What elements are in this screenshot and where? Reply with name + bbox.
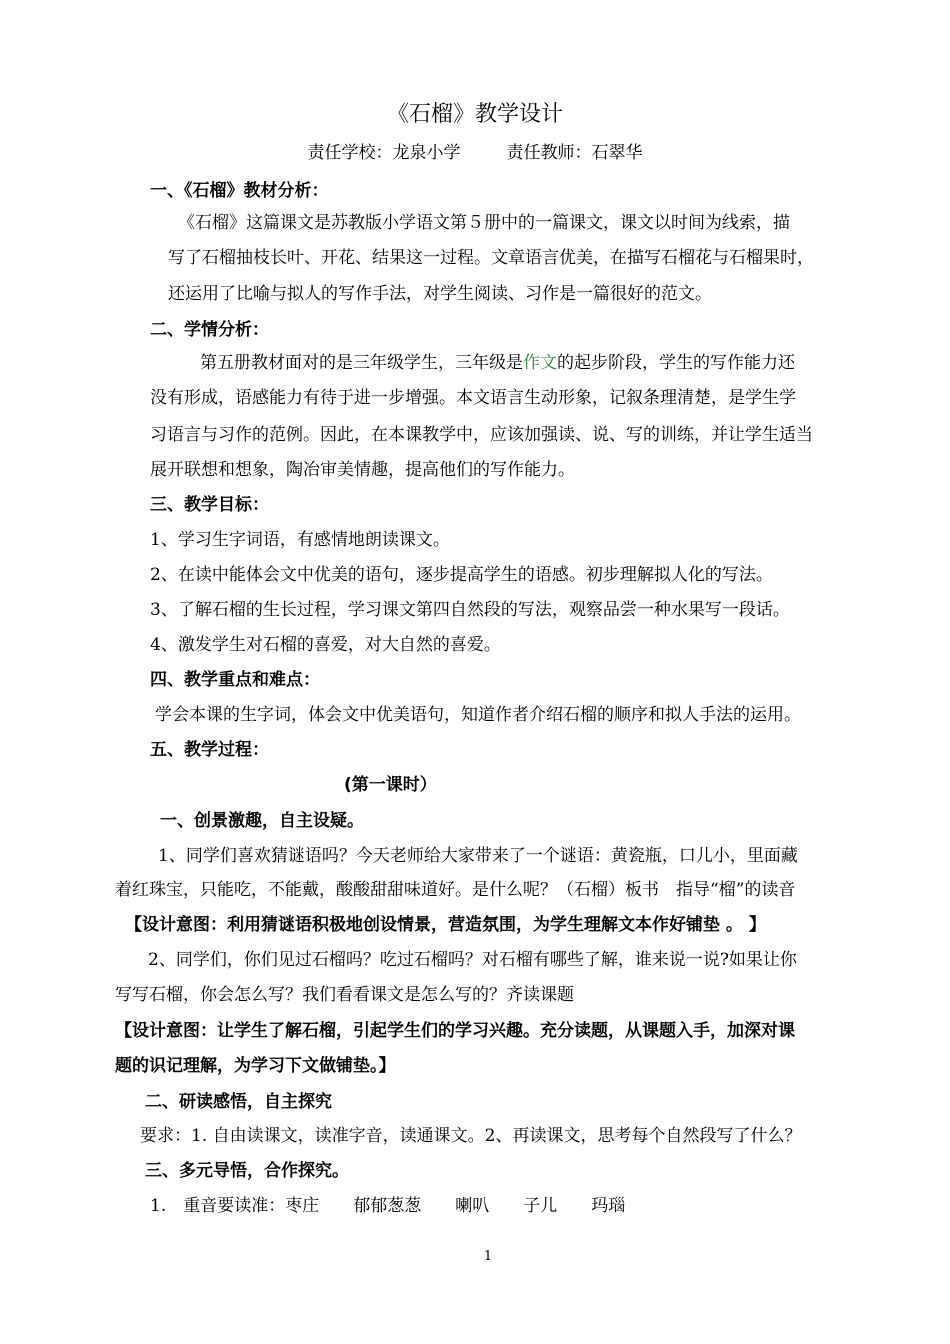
lesson-label: (第一课时） <box>344 775 437 795</box>
teacher-label: 责任教师：石翠华 <box>506 143 643 163</box>
school-label: 责任学校：龙泉小学 <box>307 143 461 163</box>
goal-item: 1、学习生字词语，有感情地朗读课文。 <box>150 530 450 550</box>
goal-item: 4、激发学生对石榴的喜爱，对大自然的喜爱。 <box>150 635 501 655</box>
section-1-line-1: 《石榴》这篇课文是苏教版小学语文第５册中的一篇课文，课文以时间为线索，描 <box>178 213 790 233</box>
vocab-word: 子儿 <box>523 1196 558 1216</box>
highlighted-word: 作文 <box>523 353 557 373</box>
section-3-heading: 三、教学目标： <box>150 495 269 515</box>
section-2-line-4: 展开联想和想象，陶冶审美情趣，提高他们的写作能力。 <box>150 460 575 480</box>
process-2-heading: 二、研读感悟，自主探究 <box>145 1092 332 1112</box>
design-intent-1: 【设计意图：利用猜谜语积极地创设情景，营造氛围，为学生理解文本作好铺垫 。 】 <box>125 915 766 935</box>
text-run: 的起步阶段，学生的写作能力还 <box>557 353 795 373</box>
section-1-line-2: 写了石榴抽枝长叶、开花、结果这一过程。文章语言优美，在描写石榴花与石榴果时， <box>168 248 814 268</box>
vocab-word: 郁郁葱葱 <box>353 1196 422 1216</box>
vocab-word: 玛瑙 <box>591 1196 626 1216</box>
section-2-line-1 <box>200 355 795 372</box>
text-run: 第五册教材面对的是三年级学生，三年级是 <box>200 353 523 373</box>
process-3-heading: 三、多元导悟，合作探究。 <box>145 1161 349 1181</box>
process-2-requirement: 要求：1. 自由读课文，读准字音，读通课文。2、再读课文，思考每个自然段写了什么？ <box>140 1126 802 1146</box>
process-1-line-4: 写写石榴，你会怎么写？我们看看课文是怎么写的？齐读课题 <box>115 985 574 1005</box>
process-1-line-1: 1、同学们喜欢猜谜语吗？今天老师给大家带来了一个谜语：黄瓷瓶，口儿小，里面藏 <box>158 846 798 866</box>
item-label: 1. 重音要读准：枣庄 <box>150 1196 320 1216</box>
vocab-word: 喇叭 <box>455 1196 490 1216</box>
section-2-line-2: 没有形成，语感能力有待于进一步增强。本文语言生动形象，记叙条理清楚，是学生学 <box>150 388 796 408</box>
section-1-heading: 一、《石榴》教材分析： <box>150 181 329 201</box>
goal-item: 2、在读中能体会文中优美的语句，逐步提高学生的语感。初步理解拟人化的写法。 <box>150 565 773 585</box>
section-4-text: 学会本课的生字词，体会文中优美语句，知道作者介绍石榴的顺序和拟人手法的运用。 <box>155 705 801 725</box>
goal-item: 3、了解石榴的生长过程，学习课文第四自然段的写法，观察品尝一种水果写一段话。 <box>150 600 790 620</box>
section-2-heading: 二、学情分析： <box>150 320 269 340</box>
section-5-heading: 五、教学过程： <box>150 740 269 760</box>
process-3-item-1 <box>150 1198 625 1215</box>
design-intent-2-line-2: 题的识记理解，为学习下文做铺垫。】 <box>115 1056 396 1076</box>
process-1-heading: 一、创景激趣，自主设疑。 <box>160 811 364 831</box>
section-4-heading: 四、教学重点和难点： <box>150 670 320 690</box>
section-2-line-3: 习语言与习作的范例。因此，在本课教学中，应该加强读、说、写的训练，并让学生适当 <box>150 425 813 445</box>
section-1-line-3: 还运用了比喻与拟人的写作手法，对学生阅读、习作是一篇很好的范文。 <box>168 284 712 304</box>
process-1-line-3: 2、同学们，你们见过石榴吗？吃过石榴吗？对石榴有哪些了解，谁来说一说?如果让你 <box>148 950 797 970</box>
process-1-line-2: 着红珠宝，只能吃，不能戴，酸酸甜甜味道好。是什么呢？（石榴）板书 指导“榴”的读音 <box>115 880 796 900</box>
design-intent-2-line-1: 【设计意图：让学生了解石榴，引起学生们的学习兴趣。充分读题，从课题入手，加深对课 <box>115 1021 795 1041</box>
doc-title: 《石榴》教学设计 <box>386 102 563 127</box>
page-number: 1 <box>483 1249 493 1264</box>
doc-byline <box>0 145 950 162</box>
